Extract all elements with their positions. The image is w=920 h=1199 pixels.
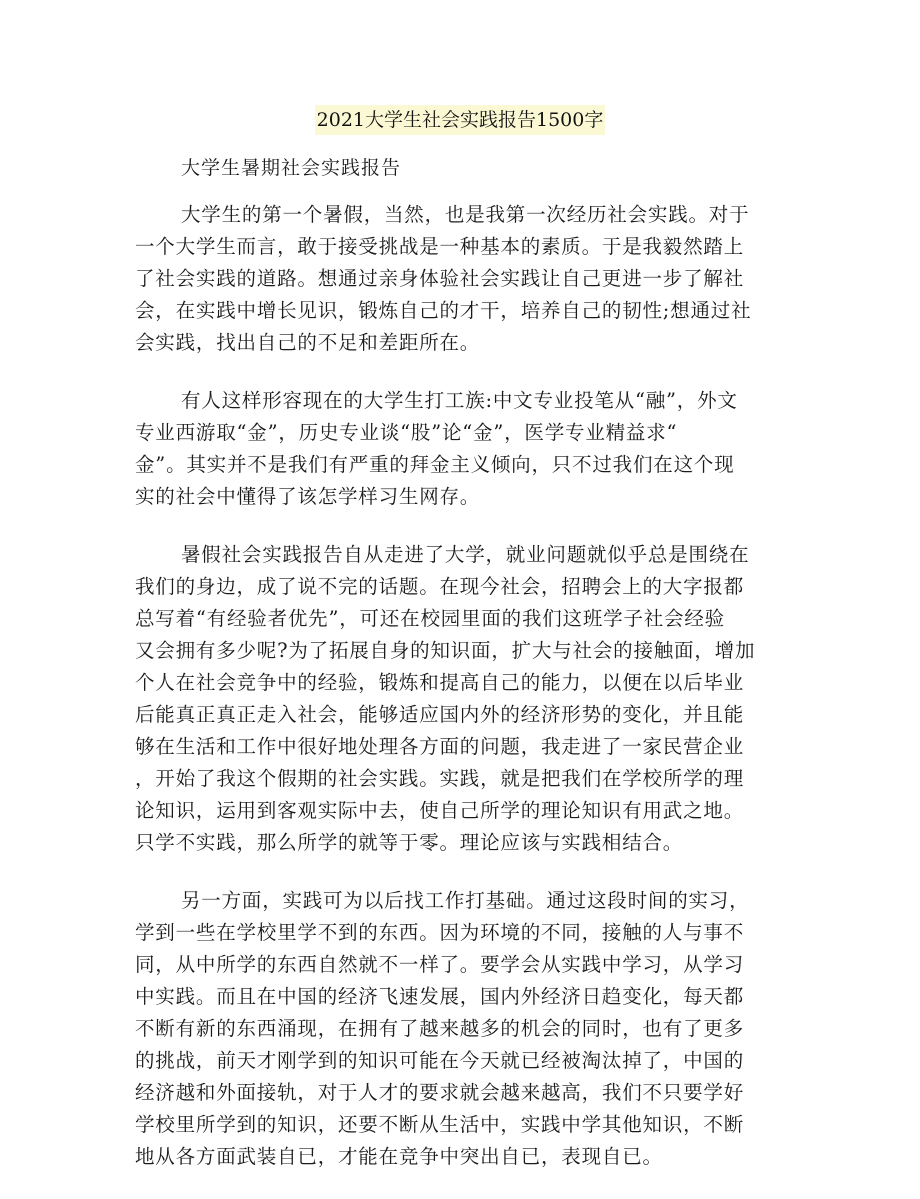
paragraph-line: 我们的身边，成了说不完的话题。在现今社会，招聘会上的大字报都 [135, 575, 745, 598]
paragraph-line: 个人在社会竞争中的经验，锻炼和提高自己的能力，以便在以后毕业 [135, 671, 745, 694]
paragraph-3 [135, 539, 775, 859]
paragraph-line: 大学生的第一个暑假，当然，也是我第一次经历社会实践。对于 [181, 203, 750, 226]
paragraph-line: 一个大学生而言，敢于接受挑战是一种基本的素质。于是我毅然踏上 [135, 235, 745, 258]
paragraph-line: ，开始了我这个假期的社会实践。实践，就是把我们在学校所学的理 [135, 767, 745, 790]
document-body [135, 199, 775, 1199]
paragraph-line: 了社会实践的道路。想通过亲身体验社会实践让自己更进一步了解社 [135, 267, 745, 290]
paragraph-line: 另一方面，实践可为以后找工作打基础。通过这段时间的实习， [181, 889, 750, 912]
title-container [0, 105, 920, 135]
paragraph-line: 学校里所学到的知识，还要不断从生活中，实践中学其他知识，不断 [135, 1113, 745, 1136]
paragraph-line: 金”。其实并不是我们有严重的拜金主义倾向，只不过我们在这个现 [135, 453, 735, 476]
paragraph-line: 有人这样形容现在的大学生打工族:中文专业投笔从“融”，外文 [181, 389, 738, 412]
paragraph-line: 会，在实践中增长见识，锻炼自己的才干，培养自己的韧性;想通过社 [135, 299, 752, 322]
document-subtitle: 大学生暑期社会实践报告 [181, 157, 402, 179]
paragraph-line: 够在生活和工作中很好地处理各方面的问题，我走进了一家民营企业 [135, 735, 745, 758]
document-title: 2021大学生社会实践报告1500字 [315, 105, 606, 135]
paragraph-line: 实的社会中懂得了该怎学样习生网存。 [135, 485, 481, 508]
paragraph-line: 的挑战，前天才刚学到的知识可能在今天就已经被淘汰掉了，中国的 [135, 1049, 745, 1072]
paragraph-line: 地从各方面武装自已，才能在竞争中突出自已，表现自已。 [135, 1145, 663, 1168]
paragraph-line: 学到一些在学校里学不到的东西。因为环境的不同，接触的人与事不 [135, 921, 745, 944]
paragraph-line: 中实践。而且在中国的经济飞速发展，国内外经济日趋变化，每天都 [135, 985, 745, 1008]
paragraph-line: 专业西游取“金”，历史专业谈“股”论“金”，医学专业精益求“ [135, 421, 678, 444]
paragraph-line: 总写着“有经验者优先”，可还在校园里面的我们这班学子社会经验 [135, 607, 725, 630]
paragraph-line: 不断有新的东西涌现，在拥有了越来越多的机会的同时，也有了更多 [135, 1017, 745, 1040]
paragraph-line: 经济越和外面接轨，对于人才的要求就会越来越高，我们不只要学好 [135, 1081, 745, 1104]
paragraph-line: 后能真正真正走入社会，能够适应国内外的经济形势的变化，并且能 [135, 703, 745, 726]
paragraph-line: 只学不实践，那么所学的就等于零。理论应该与实践相结合。 [135, 831, 684, 854]
paragraph-2 [135, 385, 775, 513]
paragraph-line: 暑假社会实践报告自从走进了大学，就业问题就似乎总是围绕在 [181, 543, 750, 566]
paragraph-1 [135, 199, 775, 359]
paragraph-line: 同，从中所学的东西自然就不一样了。要学会从实践中学习，从学习 [135, 953, 745, 976]
paragraph-line: 又会拥有多少呢?为了拓展自身的知识面，扩大与社会的接触面，增加 [135, 639, 756, 662]
paragraph-line: 论知识，运用到客观实际中去，使自己所学的理论知识有用武之地。 [135, 799, 745, 822]
paragraph-4 [135, 885, 775, 1173]
paragraph-line: 会实践，找出自己的不足和差距所在。 [135, 331, 481, 354]
